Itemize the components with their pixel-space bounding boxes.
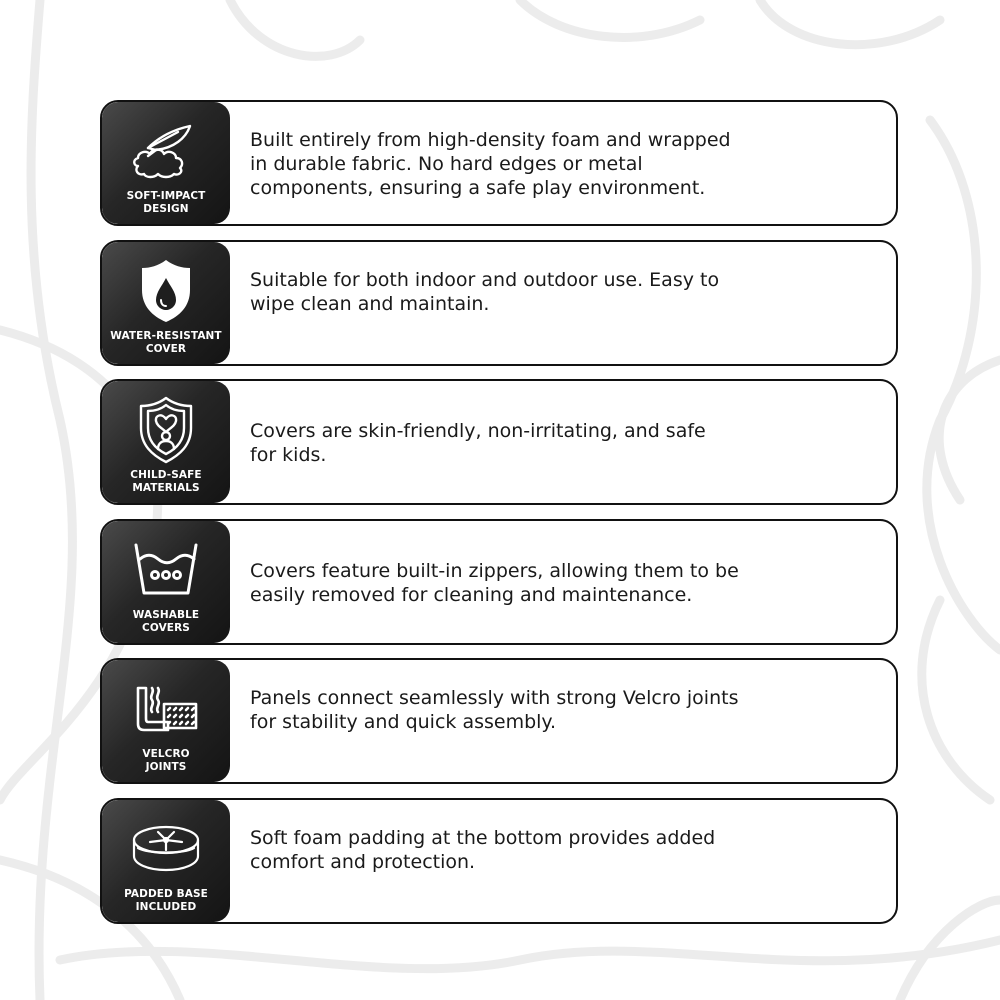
- feature-description-line: wipe clean and maintain.: [250, 292, 490, 315]
- feature-badge-label-line: JOINTS: [145, 761, 187, 773]
- feature-description: [250, 559, 850, 607]
- feature-card-velcro: [100, 658, 898, 784]
- feature-description: [250, 268, 850, 316]
- feature-badge: [102, 102, 230, 224]
- feature-badge-label-line: COVER: [145, 342, 187, 355]
- feature-badge: [102, 242, 230, 364]
- feature-badge: [102, 800, 230, 922]
- feature-badge-label: [110, 330, 221, 356]
- feature-list: [100, 100, 900, 937]
- feature-badge-label-line: INCLUDED: [135, 900, 197, 913]
- feature-description-line: Built entirely from high-density foam and wrapped: [250, 129, 731, 151]
- feature-badge-label-line: DESIGN: [143, 203, 189, 215]
- feature-description-line: Covers feature built-in zippers, allowing them to be: [250, 559, 739, 582]
- feature-card-washable: [100, 519, 898, 645]
- feature-card-padded-base: [100, 798, 898, 924]
- feature-description-line: for kids.: [250, 444, 327, 466]
- feature-description-line: components, ensuring a safe play environment.: [250, 177, 706, 199]
- feature-card-water-resistant: [100, 240, 898, 366]
- feature-description-line: Suitable for both indoor and outdoor use. Easy to: [250, 268, 720, 291]
- feature-badge-label: [124, 888, 208, 914]
- feature-description-line: for stability and quick assembly.: [250, 711, 556, 733]
- feature-badge-label-line: WASHABLE: [132, 608, 200, 621]
- velcro-icon: [128, 674, 204, 744]
- feature-description-line: easily removed for cleaning and maintenance.: [250, 583, 693, 606]
- feature-card-child-safe: [100, 379, 898, 505]
- feature-badge-label-line: SOFT-IMPACT: [126, 190, 206, 202]
- feature-badge-label: [133, 609, 199, 635]
- feature-description-line: comfort and protection.: [250, 850, 476, 873]
- feature-description: [250, 128, 850, 200]
- feature-badge-label-line: VELCRO: [142, 748, 190, 760]
- feature-description-line: Panels connect seamlessly with strong Velcro joints: [250, 687, 739, 709]
- feature-card-soft-impact: [100, 100, 898, 226]
- feature-badge-label: [127, 190, 206, 216]
- feature-badge-label: [130, 469, 201, 495]
- feature-badge-label-line: PADDED BASE: [124, 887, 208, 900]
- feature-badge-label: [142, 748, 189, 774]
- feature-badge: [102, 521, 230, 643]
- water-drop-shield-icon: [128, 256, 204, 326]
- child-shield-icon: [128, 395, 204, 465]
- feature-badge-label-line: WATER-RESISTANT: [110, 329, 222, 342]
- feature-badge-label-line: COVERS: [142, 621, 190, 634]
- feature-description-line: Soft foam padding at the bottom provides added: [250, 826, 716, 849]
- feature-description: [250, 686, 850, 734]
- feature-badge-label-line: CHILD-SAFE: [130, 469, 202, 481]
- feature-badge-label-line: MATERIALS: [132, 482, 200, 494]
- feature-description: [250, 826, 850, 874]
- feature-badge: [102, 660, 230, 782]
- feature-description-line: Covers are skin-friendly, non-irritating, and safe: [250, 420, 706, 442]
- feather-cloud-icon: [128, 116, 204, 186]
- wash-basin-icon: [128, 535, 204, 605]
- feature-description: [250, 419, 850, 467]
- feature-badge: [102, 381, 230, 503]
- feature-description-line: in durable fabric. No hard edges or metal: [250, 153, 643, 175]
- padded-cushion-icon: [128, 814, 204, 884]
